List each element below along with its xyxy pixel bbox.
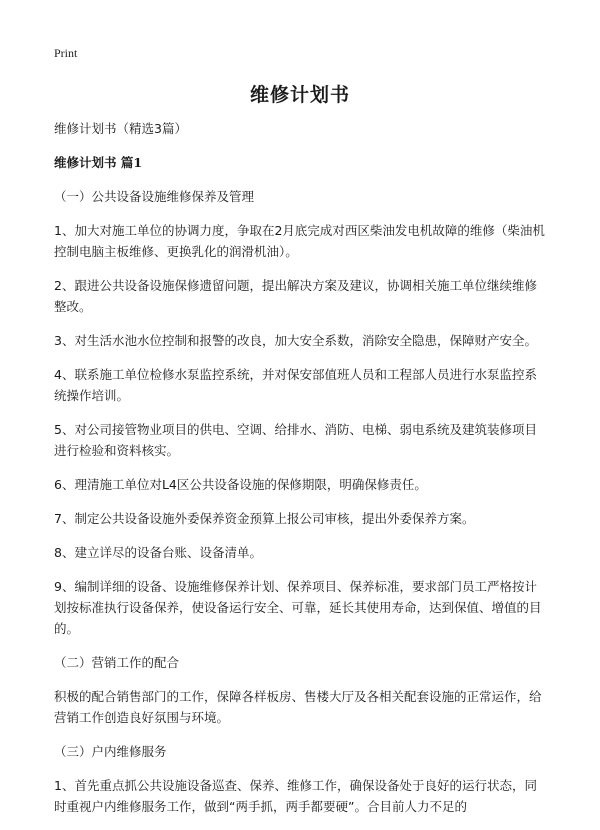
document-subtitle: 维修计划书（精选3篇） bbox=[54, 121, 187, 136]
paragraph: 7、制定公共设备设施外委保养资金预算上报公司审核，提出外委保养方案。 bbox=[54, 511, 475, 526]
paragraph: 3、对生活水池水位控制和报警的改良，加大安全系数，消除安全隐患，保障财产安全。 bbox=[54, 333, 537, 348]
paragraph: （二）营销工作的配合 bbox=[54, 655, 180, 670]
document-body bbox=[54, 118, 548, 830]
paragraph: 2、跟进公共设备设施保修遗留问题，提出解决方案及建议，协调相关施工单位继续维修整改。 bbox=[54, 278, 537, 314]
paragraph: 4、联系施工单位检修水泵监控系统，并对保安部值班人员和工程部人员进行水泵监控系统操作培训。 bbox=[54, 367, 537, 403]
section-heading: 维修计划书 篇1 bbox=[54, 155, 143, 170]
paragraph: （一）公共设备设施维修保养及管理 bbox=[54, 189, 255, 204]
paragraph: 1、加大对施工单位的协调力度，争取在2月底完成对西区柴油发电机故障的维修（柴油机控制电脑主板维修、更换乳化的润滑机油）。 bbox=[54, 223, 545, 259]
paragraph: 8、建立详尽的设备台账、设备清单。 bbox=[54, 545, 262, 560]
paragraph: 9、编制详细的设备、设施维修保养计划、保养项目、保养标准，要求部门员工严格按计划按标准执行设备保养，使设备运行安全、可靠，延长其使用寿命，达到保值、增值的目的。 bbox=[54, 579, 542, 636]
paragraph: （三）户内维修服务 bbox=[54, 744, 167, 759]
paragraph: 积极的配合销售部门的工作，保障各样板房、售楼大厅及各相关配套设施的正常运作，给营销工作创造良好氛围与环境。 bbox=[54, 689, 542, 725]
paragraph: 6、理清施工单位对L4区公共设备设施的保修期限，明确保修责任。 bbox=[54, 477, 427, 492]
print-label: Print bbox=[54, 46, 78, 60]
page-title: 维修计划书 bbox=[249, 84, 350, 106]
paragraph: 1、首先重点抓公共设施设备巡查、保养、维修工作，确保设备处于良好的运行状态，同时重视户内维修服务工作，做到“两手抓，两手都要硬”。合目前人力不足的 bbox=[54, 778, 537, 814]
paragraph: 5、对公司接管物业项目的供电、空调、给排水、消防、电梯、弱电系统及建筑装修项目进行检验和资料核实。 bbox=[54, 422, 537, 458]
